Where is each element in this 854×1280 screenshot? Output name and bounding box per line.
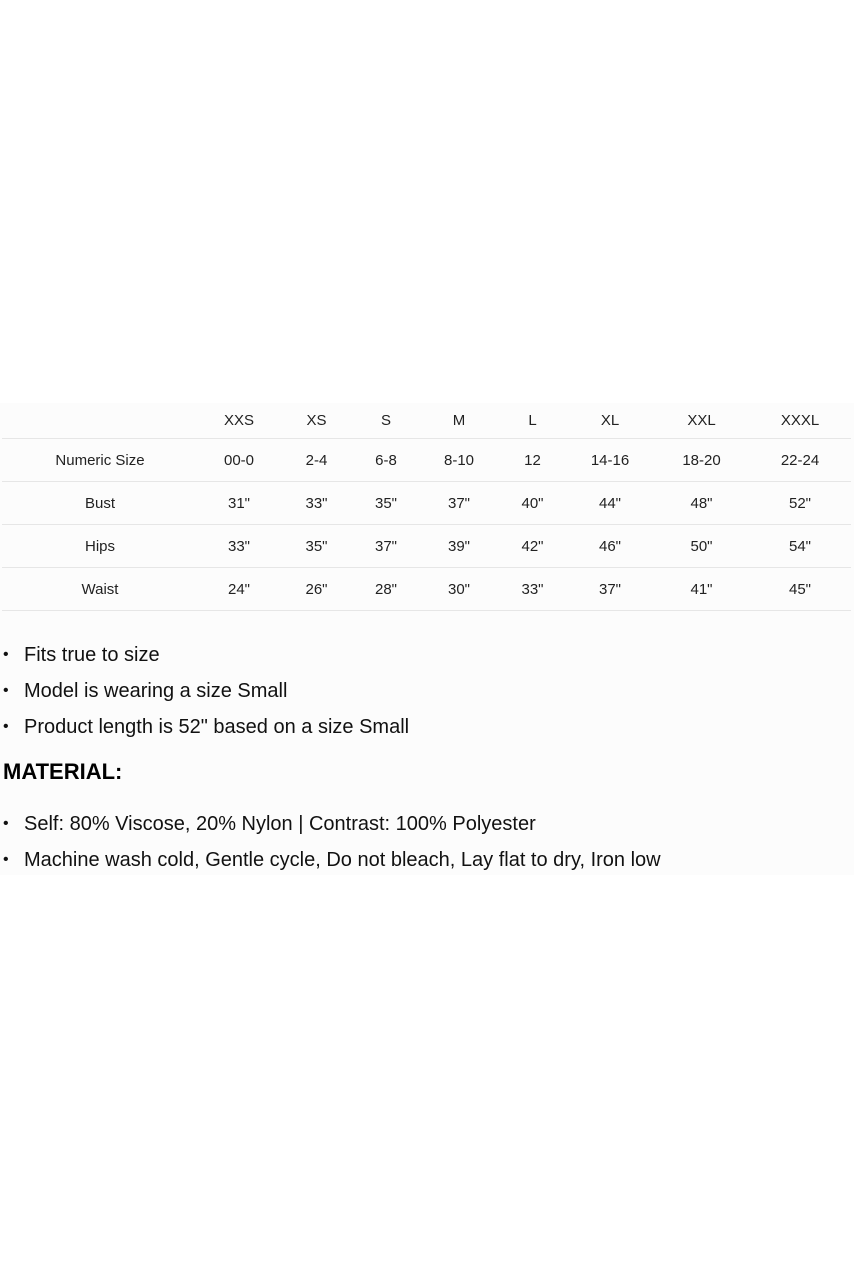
list-item-text: Machine wash cold, Gentle cycle, Do not bleach, Lay flat to dry, Iron low — [24, 849, 661, 871]
size-header-xxs: XXS — [198, 403, 280, 439]
size-header-l: L — [499, 403, 566, 439]
table-cell: 6-8 — [353, 439, 419, 482]
material-heading: MATERIAL: — [3, 759, 123, 784]
table-cell: 40" — [499, 482, 566, 525]
product-details — [0, 403, 854, 875]
list-item-text: Product length is 52" based on a size Small — [24, 716, 410, 738]
table-cell: 45" — [749, 568, 851, 611]
table-row-bust — [2, 482, 851, 525]
table-cell: 50" — [654, 525, 749, 568]
list-item — [0, 673, 409, 709]
table-cell: 2-4 — [280, 439, 353, 482]
bullet-icon: • — [3, 718, 9, 735]
material-list — [0, 806, 661, 878]
table-cell: 30" — [419, 568, 499, 611]
table-cell: 26" — [280, 568, 353, 611]
table-cell: 18-20 — [654, 439, 749, 482]
row-label: Waist — [2, 568, 198, 611]
bullet-icon: • — [3, 851, 9, 868]
table-cell: 52" — [749, 482, 851, 525]
list-item-text: Self: 80% Viscose, 20% Nylon | Contrast: 100% Polyester — [24, 813, 536, 835]
row-label: Bust — [2, 482, 198, 525]
size-chart-table — [2, 403, 851, 611]
table-cell: 12 — [499, 439, 566, 482]
table-cell: 44" — [566, 482, 654, 525]
table-cell: 42" — [499, 525, 566, 568]
size-header-xxxl: XXXL — [749, 403, 851, 439]
size-header-xxl: XXL — [654, 403, 749, 439]
list-item — [0, 842, 661, 878]
table-cell: 31" — [198, 482, 280, 525]
fit-notes-list — [0, 637, 409, 745]
list-item-text: Fits true to size — [24, 644, 160, 666]
corner-cell — [2, 403, 198, 439]
list-item — [0, 709, 409, 745]
table-cell: 14-16 — [566, 439, 654, 482]
table-cell: 37" — [353, 525, 419, 568]
bullet-icon: • — [3, 646, 9, 663]
table-cell: 48" — [654, 482, 749, 525]
table-cell: 22-24 — [749, 439, 851, 482]
table-cell: 35" — [280, 525, 353, 568]
table-cell: 41" — [654, 568, 749, 611]
list-item — [0, 806, 661, 842]
bullet-icon: • — [3, 682, 9, 699]
size-header-xl: XL — [566, 403, 654, 439]
size-header-xs: XS — [280, 403, 353, 439]
size-header-s: S — [353, 403, 419, 439]
list-item — [0, 637, 409, 673]
row-label: Numeric Size — [2, 439, 198, 482]
table-row-hips — [2, 525, 851, 568]
table-cell: 28" — [353, 568, 419, 611]
table-cell: 33" — [198, 525, 280, 568]
list-item-text: Model is wearing a size Small — [24, 680, 288, 702]
table-row-numeric-size — [2, 439, 851, 482]
size-header-m: M — [419, 403, 499, 439]
table-cell: 37" — [419, 482, 499, 525]
table-cell: 33" — [499, 568, 566, 611]
table-cell: 8-10 — [419, 439, 499, 482]
table-cell: 37" — [566, 568, 654, 611]
table-cell: 54" — [749, 525, 851, 568]
table-cell: 00-0 — [198, 439, 280, 482]
row-label: Hips — [2, 525, 198, 568]
table-cell: 35" — [353, 482, 419, 525]
table-cell: 39" — [419, 525, 499, 568]
size-header-row — [2, 403, 851, 439]
table-cell: 33" — [280, 482, 353, 525]
table-cell: 46" — [566, 525, 654, 568]
table-row-waist — [2, 568, 851, 611]
table-cell: 24" — [198, 568, 280, 611]
bullet-icon: • — [3, 815, 9, 832]
